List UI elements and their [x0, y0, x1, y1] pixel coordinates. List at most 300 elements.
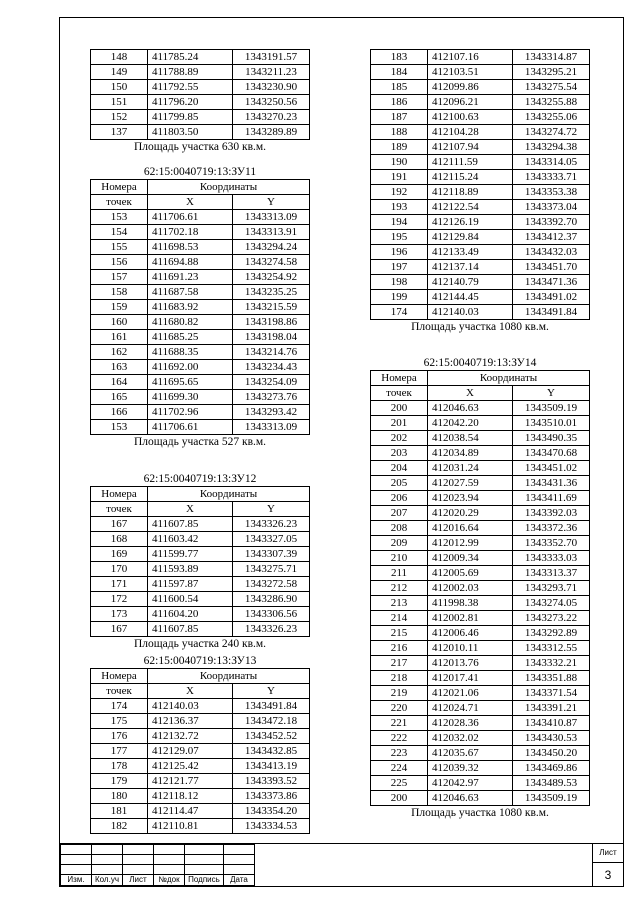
table-row — [371, 491, 590, 506]
point-number-cell: 199 — [371, 290, 428, 305]
y-cell: 1343410.87 — [513, 716, 590, 731]
y-cell: 1343432.85 — [233, 744, 310, 759]
y-cell: 1343491.84 — [233, 699, 310, 714]
y-cell: 1343273.76 — [233, 390, 310, 405]
point-number-cell: 167 — [91, 517, 148, 532]
header-row — [91, 684, 310, 699]
table-row — [91, 759, 310, 774]
point-number-cell: 158 — [91, 285, 148, 300]
x-cell: 412096.21 — [428, 95, 513, 110]
table-zu13 — [90, 654, 310, 834]
point-number-cell: 152 — [91, 110, 148, 125]
y-cell: 1343413.19 — [233, 759, 310, 774]
y-cell: 1343274.72 — [513, 125, 590, 140]
x-cell: 411607.85 — [148, 517, 233, 532]
header-x: X — [148, 684, 233, 699]
point-number-cell: 149 — [91, 65, 148, 80]
point-number-cell: 200 — [371, 401, 428, 416]
y-cell: 1343312.55 — [513, 641, 590, 656]
point-number-cell: 162 — [91, 345, 148, 360]
stamp-cell — [185, 845, 224, 855]
table-row — [371, 65, 590, 80]
point-number-cell: 204 — [371, 461, 428, 476]
point-number-cell: 207 — [371, 506, 428, 521]
y-cell: 1343472.18 — [233, 714, 310, 729]
table-row — [91, 577, 310, 592]
header-points: точек — [91, 502, 148, 517]
y-cell: 1343313.91 — [233, 225, 310, 240]
title-block-stamp — [60, 843, 623, 886]
table-row — [91, 315, 310, 330]
stamp-row — [61, 855, 255, 865]
point-number-cell: 159 — [91, 300, 148, 315]
stamp-row — [61, 845, 255, 855]
table-row — [91, 804, 310, 819]
point-number-cell: 154 — [91, 225, 148, 240]
y-cell: 1343272.58 — [233, 577, 310, 592]
point-number-cell: 211 — [371, 566, 428, 581]
y-cell: 1343286.90 — [233, 592, 310, 607]
table-row — [371, 791, 590, 806]
x-cell: 412125.42 — [148, 759, 233, 774]
y-cell: 1343306.56 — [233, 607, 310, 622]
y-cell: 1343314.87 — [513, 50, 590, 65]
point-number-cell: 193 — [371, 200, 428, 215]
point-number-cell: 222 — [371, 731, 428, 746]
sheet-box — [592, 844, 623, 887]
stamp-cell — [61, 865, 92, 875]
y-cell: 1343411.69 — [513, 491, 590, 506]
coord-table — [370, 49, 590, 320]
header-points: точек — [91, 684, 148, 699]
point-number-cell: 195 — [371, 230, 428, 245]
point-number-cell: 213 — [371, 596, 428, 611]
table-row — [91, 330, 310, 345]
x-cell: 411680.82 — [148, 315, 233, 330]
x-cell: 412006.46 — [428, 626, 513, 641]
header-number: Номера — [91, 180, 148, 195]
point-number-cell: 150 — [91, 80, 148, 95]
table-row — [91, 360, 310, 375]
y-cell: 1343254.09 — [233, 375, 310, 390]
table-row — [371, 431, 590, 446]
x-cell: 412115.24 — [428, 170, 513, 185]
table-row — [371, 536, 590, 551]
table-row — [371, 401, 590, 416]
point-number-cell: 173 — [91, 607, 148, 622]
point-number-cell: 184 — [371, 65, 428, 80]
x-cell: 412013.76 — [428, 656, 513, 671]
point-number-cell: 168 — [91, 532, 148, 547]
table-row — [91, 592, 310, 607]
table-row — [91, 774, 310, 789]
table-row — [371, 521, 590, 536]
table-row — [91, 50, 310, 65]
header-number: Номера — [371, 371, 428, 386]
table-t1 — [90, 49, 310, 154]
header-coordinates: Координаты — [148, 669, 310, 684]
x-cell: 412012.99 — [428, 536, 513, 551]
x-cell: 412136.37 — [148, 714, 233, 729]
area-caption: Площадь участка 1080 кв.м. — [411, 807, 549, 819]
point-number-cell: 221 — [371, 716, 428, 731]
header-number: Номера — [91, 669, 148, 684]
y-cell: 1343371.54 — [513, 686, 590, 701]
y-cell: 1343275.54 — [513, 80, 590, 95]
table-row — [91, 80, 310, 95]
sheet-label: Лист — [593, 844, 623, 863]
point-number-cell: 202 — [371, 431, 428, 446]
x-cell: 412009.34 — [428, 551, 513, 566]
y-cell: 1343373.04 — [513, 200, 590, 215]
y-cell: 1343274.58 — [233, 255, 310, 270]
table-row — [371, 230, 590, 245]
y-cell: 1343273.22 — [513, 611, 590, 626]
point-number-cell: 151 — [91, 95, 148, 110]
table-row — [371, 170, 590, 185]
point-number-cell: 163 — [91, 360, 148, 375]
x-cell: 412104.28 — [428, 125, 513, 140]
point-number-cell: 180 — [91, 789, 148, 804]
y-cell: 1343451.02 — [513, 461, 590, 476]
x-cell: 411600.54 — [148, 592, 233, 607]
stamp-cell — [154, 855, 185, 865]
x-cell: 412046.63 — [428, 791, 513, 806]
y-cell: 1343332.21 — [513, 656, 590, 671]
table-row — [91, 405, 310, 420]
y-cell: 1343293.71 — [513, 581, 590, 596]
table-row — [371, 761, 590, 776]
y-cell: 1343313.09 — [233, 420, 310, 435]
x-cell: 412027.59 — [428, 476, 513, 491]
table-row — [91, 95, 310, 110]
table-row — [371, 641, 590, 656]
x-cell: 411702.18 — [148, 225, 233, 240]
table-row — [371, 686, 590, 701]
header-row — [91, 195, 310, 210]
area-caption: Площадь участка 240 кв.м. — [133, 638, 267, 650]
y-cell: 1343431.36 — [513, 476, 590, 491]
point-number-cell: 170 — [91, 562, 148, 577]
y-cell: 1343274.05 — [513, 596, 590, 611]
stamp-cell — [92, 865, 123, 875]
table-row — [91, 819, 310, 834]
x-cell: 412046.63 — [428, 401, 513, 416]
y-cell: 1343313.09 — [233, 210, 310, 225]
point-number-cell: 171 — [91, 577, 148, 592]
x-cell: 412010.11 — [428, 641, 513, 656]
table-row — [91, 789, 310, 804]
stamp-label: №док — [154, 875, 185, 886]
table-row — [91, 110, 310, 125]
header-points: точек — [371, 386, 428, 401]
x-cell: 411603.42 — [148, 532, 233, 547]
y-cell: 1343198.04 — [233, 330, 310, 345]
point-number-cell: 223 — [371, 746, 428, 761]
table-row — [91, 285, 310, 300]
x-cell: 411792.55 — [148, 80, 233, 95]
table-row — [371, 200, 590, 215]
point-number-cell: 161 — [91, 330, 148, 345]
stamp-cell — [224, 865, 255, 875]
x-cell: 412111.59 — [428, 155, 513, 170]
table-zu12 — [90, 472, 310, 651]
point-number-cell: 206 — [371, 491, 428, 506]
point-number-cell: 148 — [91, 50, 148, 65]
table-row — [371, 476, 590, 491]
x-cell: 412122.54 — [428, 200, 513, 215]
header-coordinates: Координаты — [428, 371, 590, 386]
point-number-cell: 164 — [91, 375, 148, 390]
stamp-label-row — [61, 875, 255, 886]
x-cell: 412038.54 — [428, 431, 513, 446]
x-cell: 412118.89 — [428, 185, 513, 200]
stamp-cell — [224, 855, 255, 865]
stamp-cell — [61, 845, 92, 855]
x-cell: 412042.97 — [428, 776, 513, 791]
table-row — [371, 611, 590, 626]
header-y: Y — [233, 502, 310, 517]
table-row — [91, 210, 310, 225]
point-number-cell: 179 — [91, 774, 148, 789]
y-cell: 1343313.37 — [513, 566, 590, 581]
stamp-cell — [123, 855, 154, 865]
stamp-cell — [224, 845, 255, 855]
point-number-cell: 192 — [371, 185, 428, 200]
point-number-cell: 218 — [371, 671, 428, 686]
y-cell: 1343307.39 — [233, 547, 310, 562]
y-cell: 1343432.03 — [513, 245, 590, 260]
y-cell: 1343270.23 — [233, 110, 310, 125]
table-row — [371, 776, 590, 791]
x-cell: 411687.58 — [148, 285, 233, 300]
y-cell: 1343333.71 — [513, 170, 590, 185]
table-row — [91, 375, 310, 390]
x-cell: 412107.16 — [428, 50, 513, 65]
header-row — [91, 180, 310, 195]
point-number-cell: 217 — [371, 656, 428, 671]
area-caption: Площадь участка 527 кв.м. — [133, 436, 267, 448]
y-cell: 1343452.52 — [233, 729, 310, 744]
x-cell: 412133.49 — [428, 245, 513, 260]
x-cell: 412110.81 — [148, 819, 233, 834]
y-cell: 1343234.43 — [233, 360, 310, 375]
y-cell: 1343509.19 — [513, 791, 590, 806]
x-cell: 411683.92 — [148, 300, 233, 315]
table-row — [371, 506, 590, 521]
table-row — [371, 155, 590, 170]
table-row — [371, 701, 590, 716]
table-row — [91, 255, 310, 270]
point-number-cell: 177 — [91, 744, 148, 759]
table-row — [371, 671, 590, 686]
x-cell: 411599.77 — [148, 547, 233, 562]
table-row — [371, 95, 590, 110]
x-cell: 412002.03 — [428, 581, 513, 596]
x-cell: 412132.72 — [148, 729, 233, 744]
table-row — [371, 140, 590, 155]
y-cell: 1343490.35 — [513, 431, 590, 446]
table-row — [91, 607, 310, 622]
x-cell: 411785.24 — [148, 50, 233, 65]
x-cell: 411692.00 — [148, 360, 233, 375]
y-cell: 1343351.88 — [513, 671, 590, 686]
x-cell: 411698.53 — [148, 240, 233, 255]
y-cell: 1343254.92 — [233, 270, 310, 285]
point-number-cell: 186 — [371, 95, 428, 110]
point-number-cell: 224 — [371, 761, 428, 776]
table-row — [371, 50, 590, 65]
table-row — [371, 566, 590, 581]
table-row — [371, 581, 590, 596]
table-row — [91, 532, 310, 547]
x-cell: 412114.47 — [148, 804, 233, 819]
y-cell: 1343230.90 — [233, 80, 310, 95]
y-cell: 1343509.19 — [513, 401, 590, 416]
y-cell: 1343250.56 — [233, 95, 310, 110]
table-row — [371, 626, 590, 641]
x-cell: 412035.67 — [428, 746, 513, 761]
table-row — [91, 225, 310, 240]
x-cell: 411998.38 — [428, 596, 513, 611]
y-cell: 1343275.71 — [233, 562, 310, 577]
point-number-cell: 183 — [371, 50, 428, 65]
table-row — [371, 275, 590, 290]
x-cell: 412034.89 — [428, 446, 513, 461]
table-row — [91, 270, 310, 285]
x-cell: 411607.85 — [148, 622, 233, 637]
y-cell: 1343334.53 — [233, 819, 310, 834]
header-row — [371, 386, 590, 401]
point-number-cell: 196 — [371, 245, 428, 260]
y-cell: 1343393.52 — [233, 774, 310, 789]
point-number-cell: 208 — [371, 521, 428, 536]
stamp-cell — [92, 845, 123, 855]
y-cell: 1343314.05 — [513, 155, 590, 170]
stamp-cell — [185, 855, 224, 865]
y-cell: 1343353.38 — [513, 185, 590, 200]
x-cell: 411691.23 — [148, 270, 233, 285]
x-cell: 411685.25 — [148, 330, 233, 345]
table-row — [371, 245, 590, 260]
x-cell: 412039.32 — [428, 761, 513, 776]
y-cell: 1343491.84 — [513, 305, 590, 320]
y-cell: 1343470.68 — [513, 446, 590, 461]
x-cell: 412100.63 — [428, 110, 513, 125]
x-cell: 411702.96 — [148, 405, 233, 420]
x-cell: 411604.20 — [148, 607, 233, 622]
point-number-cell: 188 — [371, 125, 428, 140]
x-cell: 412129.07 — [148, 744, 233, 759]
table-row — [91, 622, 310, 637]
point-number-cell: 212 — [371, 581, 428, 596]
x-cell: 412140.03 — [148, 699, 233, 714]
x-cell: 411706.61 — [148, 210, 233, 225]
x-cell: 412005.69 — [428, 566, 513, 581]
area-caption: Площадь участка 1080 кв.м. — [411, 321, 549, 333]
y-cell: 1343294.24 — [233, 240, 310, 255]
y-cell: 1343450.20 — [513, 746, 590, 761]
parcel-title: 62:15:0040719:13:ЗУ11 — [143, 166, 257, 178]
point-number-cell: 197 — [371, 260, 428, 275]
x-cell: 412126.19 — [428, 215, 513, 230]
stamp-label: Лист — [123, 875, 154, 886]
x-cell: 412023.94 — [428, 491, 513, 506]
table-row — [371, 416, 590, 431]
table-row — [91, 517, 310, 532]
table-row — [91, 699, 310, 714]
stamp-label: Подпись — [185, 875, 224, 886]
header-y: Y — [233, 195, 310, 210]
point-number-cell: 174 — [91, 699, 148, 714]
x-cell: 412028.36 — [428, 716, 513, 731]
table-row — [91, 345, 310, 360]
point-number-cell: 219 — [371, 686, 428, 701]
point-number-cell: 165 — [91, 390, 148, 405]
header-row — [91, 669, 310, 684]
header-x: X — [428, 386, 513, 401]
y-cell: 1343391.21 — [513, 701, 590, 716]
y-cell: 1343372.36 — [513, 521, 590, 536]
x-cell: 412016.64 — [428, 521, 513, 536]
stamp-cell — [154, 845, 185, 855]
stamp-label: Изм. — [61, 875, 92, 886]
table-row — [371, 446, 590, 461]
point-number-cell: 175 — [91, 714, 148, 729]
stamp-grid — [60, 844, 255, 886]
y-cell: 1343333.03 — [513, 551, 590, 566]
point-number-cell: 169 — [91, 547, 148, 562]
x-cell: 412017.41 — [428, 671, 513, 686]
x-cell: 412129.84 — [428, 230, 513, 245]
coord-table — [90, 668, 310, 834]
y-cell: 1343510.01 — [513, 416, 590, 431]
y-cell: 1343392.70 — [513, 215, 590, 230]
header-x: X — [148, 502, 233, 517]
table-row — [91, 729, 310, 744]
x-cell: 412103.51 — [428, 65, 513, 80]
y-cell: 1343214.76 — [233, 345, 310, 360]
y-cell: 1343215.59 — [233, 300, 310, 315]
point-number-cell: 200 — [371, 791, 428, 806]
table-row — [371, 596, 590, 611]
y-cell: 1343255.06 — [513, 110, 590, 125]
y-cell: 1343489.53 — [513, 776, 590, 791]
coord-table — [90, 49, 310, 140]
point-number-cell: 166 — [91, 405, 148, 420]
header-points: точек — [91, 195, 148, 210]
table-row — [91, 125, 310, 140]
table-zu11 — [90, 165, 310, 449]
y-cell: 1343392.03 — [513, 506, 590, 521]
y-cell: 1343293.42 — [233, 405, 310, 420]
y-cell: 1343198.86 — [233, 315, 310, 330]
x-cell: 412021.06 — [428, 686, 513, 701]
point-number-cell: 153 — [91, 210, 148, 225]
table-row — [91, 65, 310, 80]
point-number-cell: 187 — [371, 110, 428, 125]
point-number-cell: 214 — [371, 611, 428, 626]
y-cell: 1343451.70 — [513, 260, 590, 275]
table-row — [91, 240, 310, 255]
stamp-cell — [123, 865, 154, 875]
x-cell: 412032.02 — [428, 731, 513, 746]
x-cell: 412137.14 — [428, 260, 513, 275]
point-number-cell: 174 — [371, 305, 428, 320]
table-row — [91, 562, 310, 577]
header-number: Номера — [91, 487, 148, 502]
table-row — [371, 110, 590, 125]
